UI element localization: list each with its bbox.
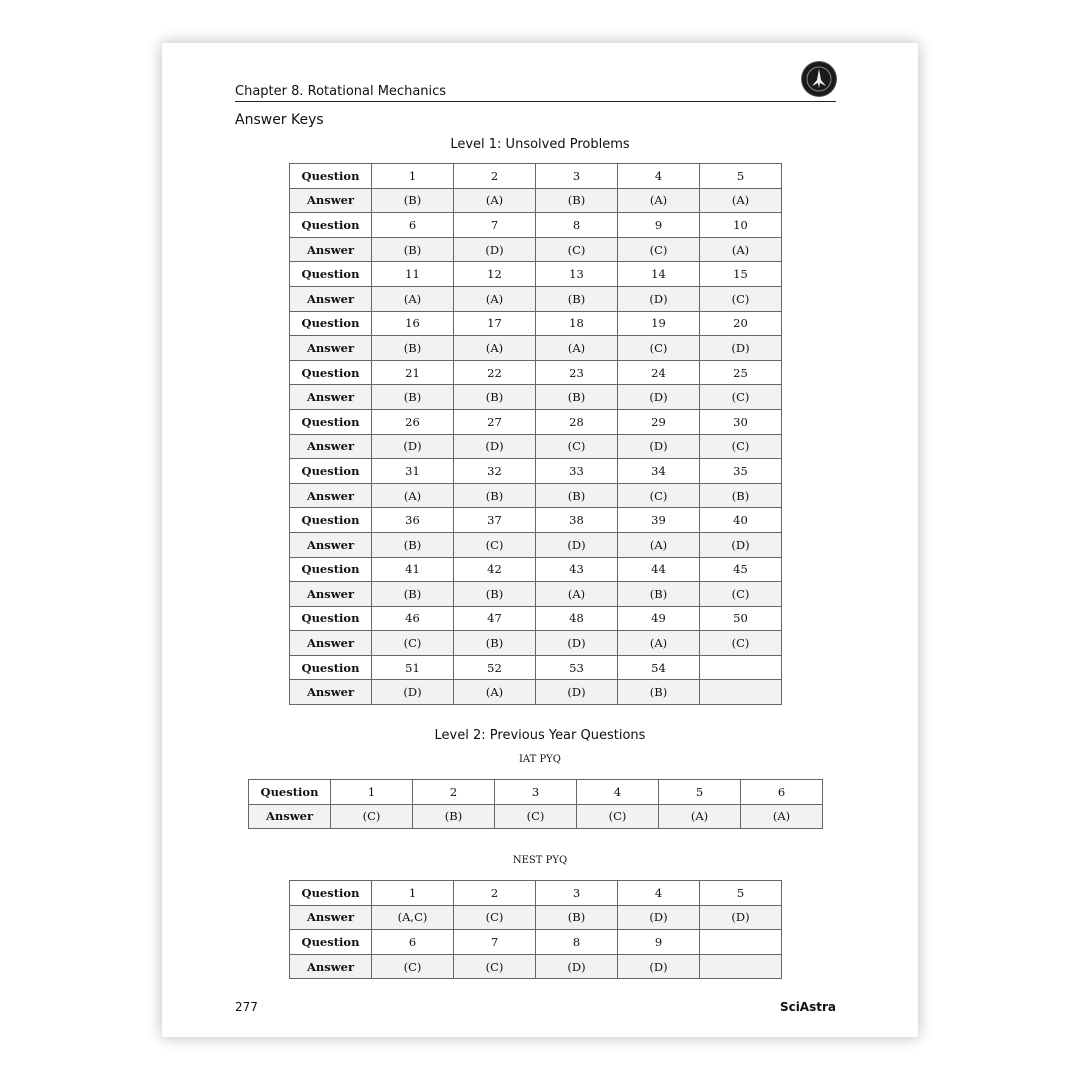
question-number-cell: 54 (618, 655, 700, 680)
question-number-cell: 4 (577, 780, 659, 805)
answer-cell: (D) (372, 434, 454, 459)
level1-answer-table (289, 163, 782, 705)
question-label: Question (290, 655, 372, 680)
answer-cell: (A) (536, 336, 618, 361)
answer-cell: (B) (413, 804, 495, 829)
question-label: Question (290, 606, 372, 631)
question-row (290, 557, 782, 582)
question-number-cell: 24 (618, 360, 700, 385)
answer-label: Answer (290, 188, 372, 213)
answer-cell: (A) (700, 237, 782, 262)
answer-cell: (B) (536, 188, 618, 213)
answer-row (290, 188, 782, 213)
section-title: Answer Keys (235, 112, 324, 128)
nest-answer-table (289, 880, 782, 979)
answer-row (290, 434, 782, 459)
question-number-cell: 6 (372, 213, 454, 238)
answer-cell: (C) (618, 336, 700, 361)
question-number-cell: 32 (454, 459, 536, 484)
question-number-cell: 38 (536, 508, 618, 533)
answer-cell: (B) (372, 532, 454, 557)
answer-row (249, 804, 823, 829)
question-number-cell: 9 (618, 930, 700, 955)
answer-cell: (B) (372, 188, 454, 213)
answer-row (290, 286, 782, 311)
question-number-cell: 6 (372, 930, 454, 955)
answer-cell: (A,C) (372, 905, 454, 930)
question-number-cell: 7 (454, 930, 536, 955)
answer-cell: (A) (454, 336, 536, 361)
answer-cell: (A) (454, 680, 536, 705)
question-number-cell: 21 (372, 360, 454, 385)
answer-cell: (C) (700, 385, 782, 410)
question-number-cell: 22 (454, 360, 536, 385)
question-number-cell: 51 (372, 655, 454, 680)
answer-cell: (D) (536, 680, 618, 705)
question-row (290, 459, 782, 484)
answer-cell: (D) (372, 680, 454, 705)
answer-cell: (A) (454, 188, 536, 213)
answer-row (290, 532, 782, 557)
question-number-cell: 19 (618, 311, 700, 336)
answer-cell: (C) (536, 237, 618, 262)
answer-cell: (C) (618, 483, 700, 508)
question-number-cell: 20 (700, 311, 782, 336)
answer-cell: (D) (618, 954, 700, 979)
answer-cell: (D) (536, 954, 618, 979)
level2-title: Level 2: Previous Year Questions (434, 728, 646, 743)
answer-cell: (C) (618, 237, 700, 262)
answer-row (290, 483, 782, 508)
question-number-cell: 8 (536, 213, 618, 238)
answer-row (290, 905, 782, 930)
question-number-cell: 47 (454, 606, 536, 631)
question-number-cell (700, 930, 782, 955)
page-number: 277 (235, 1000, 258, 1014)
question-label: Question (290, 409, 372, 434)
question-number-cell: 4 (618, 881, 700, 906)
question-number-cell: 23 (536, 360, 618, 385)
answer-label: Answer (290, 680, 372, 705)
level1-title: Level 1: Unsolved Problems (450, 137, 630, 152)
answer-row (290, 954, 782, 979)
answer-cell: (A) (618, 188, 700, 213)
answer-cell: (D) (536, 631, 618, 656)
question-label: Question (290, 360, 372, 385)
question-number-cell: 6 (741, 780, 823, 805)
answer-cell: (D) (700, 905, 782, 930)
question-number-cell: 5 (700, 881, 782, 906)
answer-cell: (B) (372, 385, 454, 410)
answer-cell: (A) (741, 804, 823, 829)
question-number-cell: 5 (700, 164, 782, 189)
answer-label: Answer (290, 434, 372, 459)
question-number-cell: 11 (372, 262, 454, 287)
nest-pyq-title: NEST PYQ (512, 855, 568, 866)
iat-answer-table (248, 779, 823, 829)
answer-cell (700, 680, 782, 705)
question-row (290, 311, 782, 336)
question-number-cell: 39 (618, 508, 700, 533)
answer-cell: (C) (331, 804, 413, 829)
question-number-cell: 1 (372, 164, 454, 189)
answer-cell: (C) (700, 631, 782, 656)
answer-cell: (A) (372, 483, 454, 508)
question-number-cell: 45 (700, 557, 782, 582)
answer-cell: (A) (659, 804, 741, 829)
question-row (290, 881, 782, 906)
answer-cell: (C) (454, 905, 536, 930)
question-number-cell: 26 (372, 409, 454, 434)
question-row (290, 409, 782, 434)
answer-cell: (D) (454, 237, 536, 262)
answer-label: Answer (290, 237, 372, 262)
answer-cell: (B) (372, 336, 454, 361)
answer-cell: (A) (618, 532, 700, 557)
question-row (290, 508, 782, 533)
answer-cell: (C) (536, 434, 618, 459)
answer-cell: (B) (372, 237, 454, 262)
question-number-cell: 13 (536, 262, 618, 287)
question-number-cell: 37 (454, 508, 536, 533)
question-number-cell: 2 (413, 780, 495, 805)
answer-cell: (C) (700, 286, 782, 311)
iat-pyq-title: IAT PYQ (518, 754, 561, 765)
answer-row (290, 385, 782, 410)
answer-cell: (C) (700, 582, 782, 607)
answer-label: Answer (290, 286, 372, 311)
answer-label: Answer (290, 336, 372, 361)
question-row (290, 655, 782, 680)
question-number-cell (700, 655, 782, 680)
answer-label: Answer (290, 631, 372, 656)
question-number-cell: 18 (536, 311, 618, 336)
answer-cell: (C) (577, 804, 659, 829)
question-number-cell: 2 (454, 881, 536, 906)
answer-cell: (B) (454, 483, 536, 508)
question-number-cell: 50 (700, 606, 782, 631)
question-number-cell: 5 (659, 780, 741, 805)
question-number-cell: 3 (495, 780, 577, 805)
answer-cell: (B) (536, 483, 618, 508)
question-row (249, 780, 823, 805)
question-row (290, 360, 782, 385)
answer-cell: (B) (618, 680, 700, 705)
answer-cell: (A) (372, 286, 454, 311)
question-number-cell: 46 (372, 606, 454, 631)
question-number-cell: 36 (372, 508, 454, 533)
question-row (290, 262, 782, 287)
answer-row (290, 582, 782, 607)
question-number-cell: 4 (618, 164, 700, 189)
answer-cell: (D) (700, 532, 782, 557)
answer-cell: (A) (618, 631, 700, 656)
question-number-cell: 14 (618, 262, 700, 287)
answer-cell: (B) (536, 905, 618, 930)
question-number-cell: 25 (700, 360, 782, 385)
footer-brand: SciAstra (779, 1000, 836, 1014)
answer-cell: (B) (700, 483, 782, 508)
answer-row (290, 336, 782, 361)
question-label: Question (290, 311, 372, 336)
answer-cell: (C) (495, 804, 577, 829)
question-number-cell: 42 (454, 557, 536, 582)
question-number-cell: 52 (454, 655, 536, 680)
question-number-cell: 15 (700, 262, 782, 287)
answer-cell: (D) (454, 434, 536, 459)
question-row (290, 213, 782, 238)
answer-cell: (B) (454, 582, 536, 607)
question-label: Question (290, 557, 372, 582)
answer-cell: (C) (700, 434, 782, 459)
question-number-cell: 27 (454, 409, 536, 434)
question-number-cell: 8 (536, 930, 618, 955)
answer-cell: (C) (372, 954, 454, 979)
answer-cell: (B) (536, 385, 618, 410)
question-number-cell: 7 (454, 213, 536, 238)
answer-cell: (D) (618, 434, 700, 459)
question-number-cell: 28 (536, 409, 618, 434)
question-number-cell: 30 (700, 409, 782, 434)
question-number-cell: 44 (618, 557, 700, 582)
answer-cell: (D) (618, 286, 700, 311)
question-number-cell: 1 (372, 881, 454, 906)
answer-cell: (D) (618, 385, 700, 410)
answer-label: Answer (290, 483, 372, 508)
answer-cell: (D) (618, 905, 700, 930)
question-label: Question (290, 459, 372, 484)
question-number-cell: 33 (536, 459, 618, 484)
question-row (290, 164, 782, 189)
question-label: Question (290, 262, 372, 287)
question-number-cell: 49 (618, 606, 700, 631)
question-label: Question (290, 930, 372, 955)
question-number-cell: 53 (536, 655, 618, 680)
answer-row (290, 237, 782, 262)
answer-cell: (A) (454, 286, 536, 311)
question-label: Question (290, 164, 372, 189)
answer-cell: (C) (454, 532, 536, 557)
answer-cell: (B) (536, 286, 618, 311)
question-number-cell: 3 (536, 881, 618, 906)
question-number-cell: 9 (618, 213, 700, 238)
question-number-cell: 16 (372, 311, 454, 336)
answer-label: Answer (290, 905, 372, 930)
sciastra-logo-icon (802, 62, 836, 96)
answer-row (290, 680, 782, 705)
answer-label: Answer (290, 532, 372, 557)
answer-cell: (C) (372, 631, 454, 656)
answer-cell: (D) (536, 532, 618, 557)
answer-cell: (C) (454, 954, 536, 979)
question-number-cell: 31 (372, 459, 454, 484)
chapter-title: Chapter 8. Rotational Mechanics (235, 84, 447, 99)
question-number-cell: 41 (372, 557, 454, 582)
answer-cell: (B) (454, 631, 536, 656)
answer-cell: (B) (618, 582, 700, 607)
question-number-cell: 10 (700, 213, 782, 238)
question-number-cell: 17 (454, 311, 536, 336)
answer-row (290, 631, 782, 656)
question-number-cell: 12 (454, 262, 536, 287)
answer-cell: (B) (454, 385, 536, 410)
question-number-cell: 2 (454, 164, 536, 189)
answer-cell: (B) (372, 582, 454, 607)
question-number-cell: 35 (700, 459, 782, 484)
question-row (290, 606, 782, 631)
question-label: Question (290, 213, 372, 238)
question-number-cell: 48 (536, 606, 618, 631)
question-number-cell: 34 (618, 459, 700, 484)
answer-cell (700, 954, 782, 979)
answer-label: Answer (290, 954, 372, 979)
page-header (235, 81, 836, 102)
question-number-cell: 3 (536, 164, 618, 189)
question-number-cell: 43 (536, 557, 618, 582)
question-label: Question (290, 508, 372, 533)
answer-cell: (A) (536, 582, 618, 607)
answer-cell: (A) (700, 188, 782, 213)
question-label: Question (249, 780, 331, 805)
question-number-cell: 40 (700, 508, 782, 533)
document-page (162, 43, 918, 1037)
answer-label: Answer (290, 582, 372, 607)
question-row (290, 930, 782, 955)
question-number-cell: 1 (331, 780, 413, 805)
answer-label: Answer (249, 804, 331, 829)
question-label: Question (290, 881, 372, 906)
answer-label: Answer (290, 385, 372, 410)
question-number-cell: 29 (618, 409, 700, 434)
answer-cell: (D) (700, 336, 782, 361)
